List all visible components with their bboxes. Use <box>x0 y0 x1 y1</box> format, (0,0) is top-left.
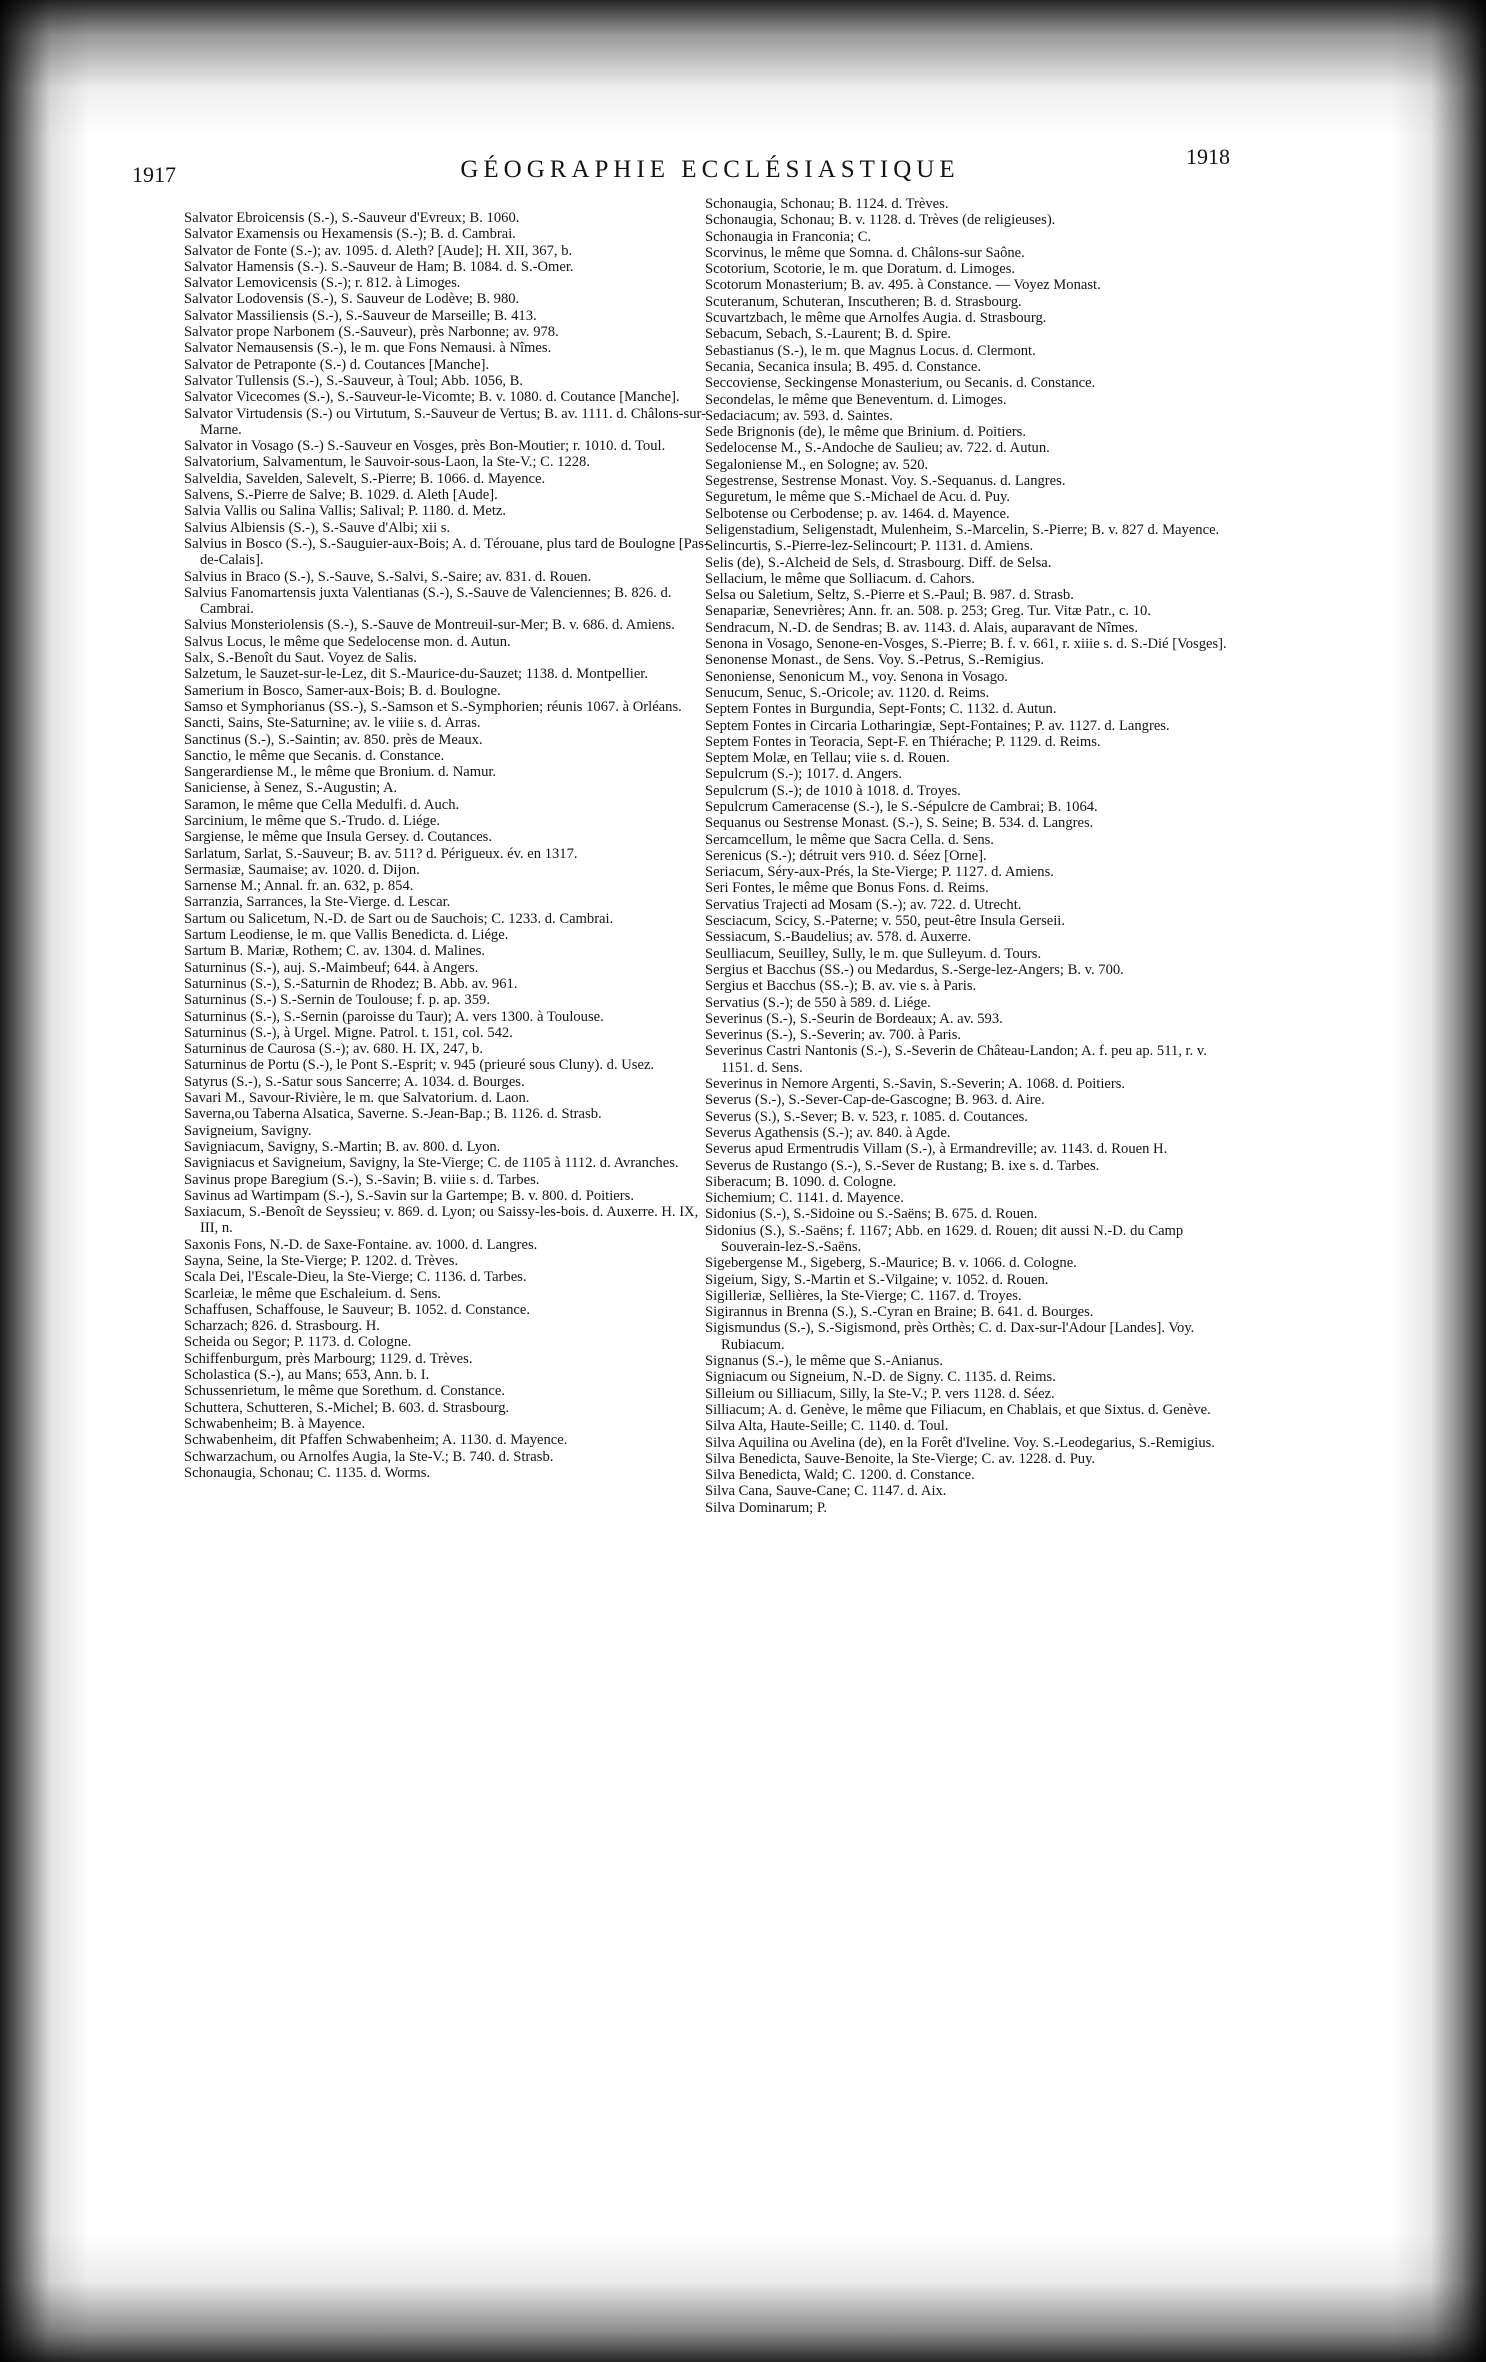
gazetteer-entry: Scholastica (S.-), au Mans; 653, Ann. b. I. <box>184 1367 430 1384</box>
gazetteer-entry: Salvius Albiensis (S.-), S.-Sauve d'Albi; xii s. <box>184 519 451 536</box>
gazetteer-entry: Scuvartzbach, le même que Arnolfes Augia. d. Strasbourg. <box>705 310 1047 327</box>
gazetteer-entry: Salvator Examensis ou Hexamensis (S.-); B. d. Cambrai. <box>184 226 516 243</box>
gazetteer-entry: Secania, Secanica insula; B. 495. d. Constance. <box>705 358 981 375</box>
gazetteer-entry: Saturninus de Portu (S.-), le Pont S.-Esprit; v. 945 (prieuré sous Cluny). d. Usez. <box>184 1057 655 1074</box>
gazetteer-entry: Servatius Trajecti ad Mosam (S.-); av. 722. d. Utrecht. <box>705 896 1022 913</box>
gazetteer-entry: Seguretum, le même que S.-Michael de Acu. d. Puy. <box>705 489 1011 506</box>
gazetteer-entry: Schonaugia, Schonau; B. 1124. d. Trèves. <box>705 196 949 212</box>
gazetteer-entry: Siberacum; B. 1090. d. Cologne. <box>705 1173 897 1190</box>
gazetteer-entry: Salvatorium, Salvamentum, le Sauvoir-sous-Laon, la Ste-V.; C. 1228. <box>184 454 590 471</box>
gazetteer-entry: Saniciense, à Senez, S.-Augustin; A. <box>184 780 398 797</box>
gazetteer-entry: Salvius Fanomartensis juxta Valentianas (S.-), S.-Sauve de Valenciennes; B. 826. d. Cambrai. <box>184 584 672 618</box>
gazetteer-entry: Schaffusen, Schaffouse, le Sauveur; B. 1052. d. Constance. <box>184 1301 530 1318</box>
gazetteer-entry: Sigismundus (S.-), S.-Sigismond, près Orthès; C. d. Dax-sur-l'Adour [Landes]. Voy. Rubiacum. <box>705 1320 1195 1353</box>
gazetteer-entry: Salx, S.-Benoît du Saut. Voyez de Salis. <box>184 650 417 667</box>
gazetteer-entry: Saxiacum, S.-Benoît de Seyssieu; v. 869. d. Lyon; ou Saissy-les-bois. d. Auxerre. H. IX, III, n. <box>184 1204 699 1237</box>
gazetteer-entry: Silva Aquilina ou Avelina (de), en la Forêt d'Iveline. Voy. S.-Leodegarius, S.-Remigius. <box>705 1434 1215 1451</box>
gazetteer-entry: Scala Dei, l'Escale-Dieu, la Ste-Vierge; C. 1136. d. Tarbes. <box>184 1269 527 1286</box>
gazetteer-entry: Salvator Hamensis (S.-). S.-Sauveur de Ham; B. 1084. d. S.-Omer. <box>184 258 574 275</box>
gazetteer-entry: Sergius et Bacchus (SS.-); B. av. vie s. à Paris. <box>705 978 977 995</box>
gazetteer-entry: Sede Brignonis (de), le même que Brinium. d. Poitiers. <box>705 424 1027 441</box>
gazetteer-entry: Salvator Nemausensis (S.-), le m. que Fons Nemausi. à Nîmes. <box>184 340 552 357</box>
gazetteer-entry: Scorvinus, le même que Somna. d. Châlons-sur Saône. <box>705 244 1025 261</box>
gazetteer-entry: Septem Fontes in Circaria Lotharingiæ, Sept-Fontaines; P. av. 1127. d. Langres. <box>705 717 1170 734</box>
gazetteer-entry: Schussenrietum, le même que Sorethum. d. Constance. <box>184 1383 505 1400</box>
gazetteer-entry: Saramon, le même que Cella Medulfi. d. Auch. <box>184 796 460 813</box>
gazetteer-entry: Sesciacum, Scicy, S.-Paterne; v. 550, peut-être Insula Gerseii. <box>705 913 1066 930</box>
gazetteer-entry: Silliacum; A. d. Genève, le même que Filiacum, en Chablais, et que Sixtus. d. Genève. <box>705 1401 1211 1418</box>
gazetteer-entry: Sanctinus (S.-), S.-Saintin; av. 850. près de Meaux. <box>184 731 483 748</box>
gazetteer-entry: Sermasiæ, Saumaise; av. 1020. d. Dijon. <box>184 861 420 878</box>
gazetteer-entry: Sartum Leodiense, le m. que Vallis Benedicta. d. Liége. <box>184 927 509 944</box>
gazetteer-entry: Sichemium; C. 1141. d. Mayence. <box>705 1190 904 1207</box>
gazetteer-entry: Saturninus (S.-), S.-Saturnin de Rhodez; B. Abb. av. 961. <box>184 975 518 992</box>
gazetteer-entry: Schwabenheim; B. à Mayence. <box>184 1415 366 1432</box>
gazetteer-entry: Sebastianus (S.-), le m. que Magnus Locus. d. Clermont. <box>705 342 1036 359</box>
gazetteer-entry: Salvens, S.-Pierre de Salve; B. 1029. d. Aleth [Aude]. <box>184 487 498 504</box>
gazetteer-entry: Sigirannus in Brenna (S.), S.-Cyran en Braine; B. 641. d. Bourges. <box>705 1304 1094 1321</box>
gazetteer-entry: Septem Fontes in Burgundia, Sept-Fonts; C. 1132. d. Autun. <box>705 701 1057 718</box>
gazetteer-entry: Salvator de Petraponte (S.-) d. Coutances [Manche]. <box>184 356 490 373</box>
gazetteer-entry: Saturninus (S.-) S.-Sernin de Toulouse; f. p. ap. 359. <box>184 992 490 1009</box>
gazetteer-entry: Sarnense M.; Annal. fr. an. 632, p. 854. <box>184 878 414 895</box>
gazetteer-entry: Seulliacum, Seuilley, Sully, le m. que Sulleyum. d. Tours. <box>705 945 1042 962</box>
gazetteer-entry: Saverna,ou Taberna Alsatica, Saverne. S.-Jean-Bap.; B. 1126. d. Strasb. <box>184 1106 602 1123</box>
gazetteer-entry: Sayna, Seine, la Ste-Vierge; P. 1202. d. Trèves. <box>184 1253 459 1269</box>
gazetteer-entry: Sedaciacum; av. 593. d. Saintes. <box>705 407 893 424</box>
gazetteer-entry: Senonense Monast., de Sens. Voy. S.-Petrus, S.-Remigius. <box>705 652 1045 669</box>
gazetteer-entry: Sedelocense M., S.-Andoche de Saulieu; av. 722. d. Autun. <box>705 440 1050 457</box>
gazetteer-entry: Salvator Lodovensis (S.-), S. Sauveur de Lodève; B. 980. <box>184 291 520 308</box>
gazetteer-entry: Sigeium, Sigy, S.-Martin et S.-Vilgaine; v. 1052. d. Rouen. <box>705 1271 1049 1288</box>
gazetteer-entry: Scotorium, Scotorie, le m. que Doratum. d. Limoges. <box>705 261 1016 278</box>
gazetteer-entry: Samerium in Bosco, Samer-aux-Bois; B. d. Boulogne. <box>184 682 501 699</box>
gazetteer-entry: Sangerardiense M., le même que Bronium. d. Namur. <box>184 764 497 781</box>
gazetteer-entry: Severinus in Nemore Argenti, S.-Savin, S.-Severin; A. 1068. d. Poitiers. <box>705 1076 1126 1093</box>
gazetteer-entry: Savinus prope Baregium (S.-), S.-Savin; B. viiie s. d. Tarbes. <box>184 1171 540 1188</box>
gazetteer-entry: Saturninus (S.-), auj. S.-Maimbeuf; 644. à Angers. <box>184 959 479 976</box>
gazetteer-entry: Salvator Lemovicensis (S.-); r. 812. à Limoges. <box>184 275 461 292</box>
gazetteer-entry: Sendracum, N.-D. de Sendras; B. av. 1143. d. Alais, auparavant de Nîmes. <box>705 619 1138 636</box>
right-column <box>705 196 1235 1516</box>
gazetteer-entry: Sepulcrum Cameracense (S.-), le S.-Sépulcre de Cambrai; B. 1064. <box>705 798 1098 815</box>
gazetteer-entry: Savari M., Savour-Rivière, le m. que Salvatorium. d. Laon. <box>184 1090 530 1107</box>
gazetteer-entry: Salvator Ebroicensis (S.-), S.-Sauveur d'Evreux; B. 1060. <box>184 210 520 226</box>
gazetteer-entry: Sartum B. Mariæ, Rothem; C. av. 1304. d. Malines. <box>184 943 486 960</box>
gazetteer-entry: Signiacum ou Signeium, N.-D. de Signy. C. 1135. d. Reims. <box>705 1369 1056 1386</box>
gazetteer-entry: Sidonius (S.), S.-Saëns; f. 1167; Abb. en 1629. d. Rouen; dit aussi N.-D. du Camp Souverain-lez-S.-Saëns. <box>705 1222 1184 1255</box>
gazetteer-entry: Schonaugia in Franconia; C. <box>705 228 872 245</box>
gazetteer-entry: Scheida ou Segor; P. 1173. d. Cologne. <box>184 1334 412 1351</box>
gazetteer-entry: Severus Agathensis (S.-); av. 840. à Agde. <box>705 1124 951 1141</box>
gazetteer-entry: Salvator Virtudensis (S.-) ou Virtutum, S.-Sauveur de Vertus; B. av. 1111. d. Châlons-sur-Marne. <box>184 405 706 438</box>
gazetteer-entry: Seriacum, Séry-aux-Prés, la Ste-Vierge; P. 1127. d. Amiens. <box>705 864 1054 881</box>
gazetteer-entry: Selincurtis, S.-Pierre-lez-Selincourt; P. 1131. d. Amiens. <box>705 538 1034 555</box>
gazetteer-entry: Salveldia, Savelden, Salevelt, S.-Pierre; B. 1066. d. Mayence. <box>184 470 546 487</box>
gazetteer-entry: Senapariæ, Senevrières; Ann. fr. an. 508. p. 253; Greg. Tur. Vitæ Patr., c. 10. <box>705 603 1151 620</box>
gazetteer-entry: Segaloniense M., en Sologne; av. 520. <box>705 456 929 473</box>
gazetteer-entry: Saturninus (S.-), S.-Sernin (paroisse du Taur); A. vers 1300. à Toulouse. <box>184 1008 604 1025</box>
gazetteer-entry: Silva Benedicta, Sauve-Benoite, la Ste-Vierge; C. av. 1228. d. Puy. <box>705 1450 1096 1467</box>
gazetteer-entry: Sidonius (S.-), S.-Sidoine ou S.-Saëns; B. 675. d. Rouen. <box>705 1206 1038 1223</box>
gazetteer-entry: Salvator Massiliensis (S.-), S.-Sauveur de Marseille; B. 413. <box>184 307 537 324</box>
gazetteer-entry: Sancti, Sains, Ste-Saturnine; av. le viiie s. d. Arras. <box>184 715 481 732</box>
gazetteer-entry: Salvator de Fonte (S.-); av. 1095. d. Aleth? [Aude]; H. XII, 367, b. <box>184 242 573 259</box>
gazetteer-entry: Scotorum Monasterium; B. av. 495. à Constance. — Voyez Monast. <box>705 277 1101 294</box>
gazetteer-entry: Severinus Castri Nantonis (S.-), S.-Severin de Château-Landon; A. f. peu ap. 511, r. v. 1151. d. Sens. <box>705 1043 1207 1076</box>
gazetteer-entry: Senoniense, Senonicum M., voy. Senona in Vosago. <box>705 668 1008 685</box>
gazetteer-entry: Sepulcrum (S.-); 1017. d. Angers. <box>705 766 902 783</box>
gazetteer-entry: Secondelas, le même que Beneventum. d. Limoges. <box>705 391 1007 408</box>
page-number-left: 1917 <box>132 162 176 187</box>
gazetteer-entry: Saturninus de Caurosa (S.-); av. 680. H. IX, 247, b. <box>184 1041 483 1058</box>
gazetteer-entry: Segestrense, Sestrense Monast. Voy. S.-Sequanus. d. Langres. <box>705 473 1066 490</box>
gazetteer-entry: Sargiense, le même que Insula Gersey. d. Coutances. <box>184 829 493 846</box>
gazetteer-entry: Salvator in Vosago (S.-) S.-Sauveur en Vosges, près Bon-Moutier; r. 1010. d. Toul. <box>184 438 666 455</box>
gazetteer-entry: Selis (de), S.-Alcheid de Sels, d. Strasbourg. Diff. de Selsa. <box>705 554 1052 571</box>
gazetteer-entry: Savigneium, Savigny. <box>184 1122 312 1139</box>
gazetteer-entry: Schwarzachum, ou Arnolfes Augia, la Ste-V.; B. 740. d. Strasb. <box>184 1448 554 1465</box>
gazetteer-entry: Sarlatum, Sarlat, S.-Sauveur; B. av. 511? d. Périgueux. év. en 1317. <box>184 845 578 862</box>
gazetteer-entry: Senona in Vosago, Senone-en-Vosges, S.-Pierre; B. f. v. 661, r. xiiie s. d. S.-Dié [Vosges]. <box>705 636 1227 653</box>
gazetteer-entry: Savinus ad Wartimpam (S.-), S.-Savin sur la Gartempe; B. v. 800. d. Poitiers. <box>184 1187 634 1204</box>
gazetteer-entry: Severinus (S.-), S.-Severin; av. 700. à Paris. <box>705 1027 962 1044</box>
gazetteer-entry: Sellacium, le même que Solliacum. d. Cahors. <box>705 570 975 587</box>
gazetteer-entry: Silva Dominarum; P. <box>705 1499 828 1516</box>
gazetteer-entry: Schwabenheim, dit Pfaffen Schwabenheim; A. 1130. d. Mayence. <box>184 1432 568 1449</box>
gazetteer-entry: Septem Molæ, en Tellau; viie s. d. Rouen. <box>705 750 950 767</box>
gazetteer-entry: Severinus (S.-), S.-Seurin de Bordeaux; A. av. 593. <box>705 1010 1003 1027</box>
gazetteer-entry: Seccoviense, Seckingense Monasterium, ou Secanis. d. Constance. <box>705 375 1096 392</box>
gazetteer-entry: Schonaugia, Schonau; C. 1135. d. Worms. <box>184 1464 431 1481</box>
gazetteer-entry: Severus (S.-), S.-Sever-Cap-de-Gascogne; B. 963. d. Aire. <box>705 1092 1045 1109</box>
gazetteer-entry: Sarcinium, le même que S.-Trudo. d. Liége. <box>184 812 441 829</box>
gazetteer-entry: Sequanus ou Sestrense Monast. (S.-), S. Seine; B. 534. d. Langres. <box>705 815 1094 832</box>
gazetteer-entry: Seligenstadium, Seligenstadt, Mulenheim, S.-Marcelin, S.-Pierre; B. v. 827 d. Mayence. <box>705 521 1220 538</box>
gazetteer-entry: Sigebergense M., Sigeberg, S.-Maurice; B. v. 1066. d. Cologne. <box>705 1255 1077 1272</box>
gazetteer-entry: Sebacum, Sebach, S.-Laurent; B. d. Spire. <box>705 326 952 343</box>
gazetteer-entry: Senucum, Senuc, S.-Oricole; av. 1120. d. Reims. <box>705 684 990 701</box>
gazetteer-entry: Selbotense ou Cerbodense; p. av. 1464. d. Mayence. <box>705 505 1010 522</box>
gazetteer-entry: Salvius in Braco (S.-), S.-Sauve, S.-Salvi, S.-Saire; av. 831. d. Rouen. <box>184 568 592 585</box>
gazetteer-entry: Sigilleriæ, Sellières, la Ste-Vierge; C. 1167. d. Troyes. <box>705 1287 1022 1304</box>
gazetteer-entry: Scarleiæ, le même que Eschaleium. d. Sens. <box>184 1285 441 1302</box>
gazetteer-entry: Samso et Symphorianus (SS.-), S.-Samson et S.-Symphorien; réunis 1067. à Orléans. <box>184 698 682 715</box>
gazetteer-entry: Schiffenburgum, près Marbourg; 1129. d. Trèves. <box>184 1350 473 1367</box>
gazetteer-entry: Salvator Tullensis (S.-), S.-Sauveur, à Toul; Abb. 1056, B. <box>184 372 524 389</box>
gazetteer-entry: Savigniacum, Savigny, S.-Martin; B. av. 800. d. Lyon. <box>184 1138 501 1155</box>
gazetteer-entry: Savigniacus et Savigneium, Savigny, la Ste-Vierge; C. de 1105 à 1112. d. Avranches. <box>184 1155 679 1172</box>
gazetteer-entry: Salvius Monsteriolensis (S.-), S.-Sauve de Montreuil-sur-Mer; B. v. 686. d. Amiens. <box>184 617 675 634</box>
page-title: GÉOGRAPHIE ECCLÉSIASTIQUE <box>460 156 960 183</box>
gazetteer-entry: Severus apud Ermentrudis Villam (S.-), à Ermandreville; av. 1143. d. Rouen H. <box>705 1141 1168 1158</box>
gazetteer-entry: Scharzach; 826. d. Strasbourg. H. <box>184 1318 380 1335</box>
gazetteer-entry: Sercamcellum, le même que Sacra Cella. d. Sens. <box>705 831 994 848</box>
gazetteer-entry: Saturninus (S.-), à Urgel. Migne. Patrol. t. 151, col. 542. <box>184 1024 513 1041</box>
gazetteer-entry: Septem Fontes in Teoracia, Sept-F. en Thiérache; P. 1129. d. Reims. <box>705 733 1101 750</box>
gazetteer-entry: Silva Cana, Sauve-Cane; C. 1147. d. Aix. <box>705 1483 947 1500</box>
gazetteer-entry: Salvius in Bosco (S.-), S.-Sauguier-aux-Bois; A. d. Térouane, plus tard de Boulogne [Pas-de-Calais]. <box>184 535 709 569</box>
gazetteer-entry: Salvia Vallis ou Salina Vallis; Salival; P. 1180. d. Metz. <box>184 503 507 520</box>
gazetteer-entry: Severus de Rustango (S.-), S.-Sever de Rustang; B. ixe s. d. Tarbes. <box>705 1157 1100 1174</box>
gazetteer-entry: Scuteranum, Schuteran, Inscutheren; B. d. Strasbourg. <box>705 293 1022 310</box>
gazetteer-entry: Sergius et Bacchus (SS.-) ou Medardus, S.-Serge-lez-Angers; B. v. 700. <box>705 961 1124 978</box>
gazetteer-entry: Serenicus (S.-); détruit vers 910. d. Séez [Orne]. <box>705 847 987 864</box>
gazetteer-entry: Seri Fontes, le même que Bonus Fons. d. Reims. <box>705 880 989 897</box>
gazetteer-entry: Silva Benedicta, Wald; C. 1200. d. Constance. <box>705 1467 975 1484</box>
gazetteer-entry: Salvus Locus, le même que Sedelocense mon. d. Autun. <box>184 633 511 650</box>
gazetteer-entry: Severus (S.), S.-Sever; B. v. 523, r. 1085. d. Coutances. <box>705 1108 1028 1125</box>
gazetteer-entry: Salzetum, le Sauzet-sur-le-Lez, dit S.-Maurice-du-Sauzet; 1138. d. Montpellier. <box>184 666 648 683</box>
gazetteer-entry: Silleium ou Silliacum, Silly, la Ste-V.; P. vers 1128. d. Séez. <box>705 1385 1055 1402</box>
gazetteer-entry: Sartum ou Salicetum, N.-D. de Sart ou de Sauchois; C. 1233. d. Cambrai. <box>184 910 614 927</box>
gazetteer-entry: Schuttera, Schutteren, S.-Michel; B. 603. d. Strasbourg. <box>184 1399 510 1416</box>
gazetteer-entry: Salvator prope Narbonem (S.-Sauveur), près Narbonne; av. 978. <box>184 324 559 341</box>
gazetteer-entry: Sepulcrum (S.-); de 1010 à 1018. d. Troyes. <box>705 782 961 799</box>
gazetteer-entry: Silva Alta, Haute-Seille; C. 1140. d. Toul. <box>705 1418 949 1435</box>
gazetteer-entry: Sarranzia, Sarrances, la Ste-Vierge. d. Lescar. <box>184 894 451 911</box>
left-column <box>184 210 714 1481</box>
gazetteer-entry: Schonaugia, Schonau; B. v. 1128. d. Trèves (de religieuses). <box>705 212 1056 229</box>
gazetteer-entry: Signanus (S.-), le même que S.-Anianus. <box>705 1353 943 1370</box>
page-number-right: 1918 <box>1186 144 1230 169</box>
gazetteer-entry: Saxonis Fons, N.-D. de Saxe-Fontaine. av. 1000. d. Langres. <box>184 1236 538 1253</box>
gazetteer-entry: Salvator Vicecomes (S.-), S.-Sauveur-le-Vicomte; B. v. 1080. d. Coutance [Manche]. <box>184 389 680 406</box>
gazetteer-entry: Sessiacum, S.-Baudelius; av. 578. d. Auxerre. <box>705 929 972 946</box>
gazetteer-entry: Sanctio, le même que Secanis. d. Constance. <box>184 747 445 764</box>
gazetteer-entry: Satyrus (S.-), S.-Satur sous Sancerre; A. 1034. d. Bourges. <box>184 1073 525 1090</box>
gazetteer-entry: Servatius (S.-); de 550 à 589. d. Liége. <box>705 994 931 1011</box>
gazetteer-entry: Selsa ou Saletium, Seltz, S.-Pierre et S.-Paul; B. 987. d. Strasb. <box>705 587 1074 604</box>
